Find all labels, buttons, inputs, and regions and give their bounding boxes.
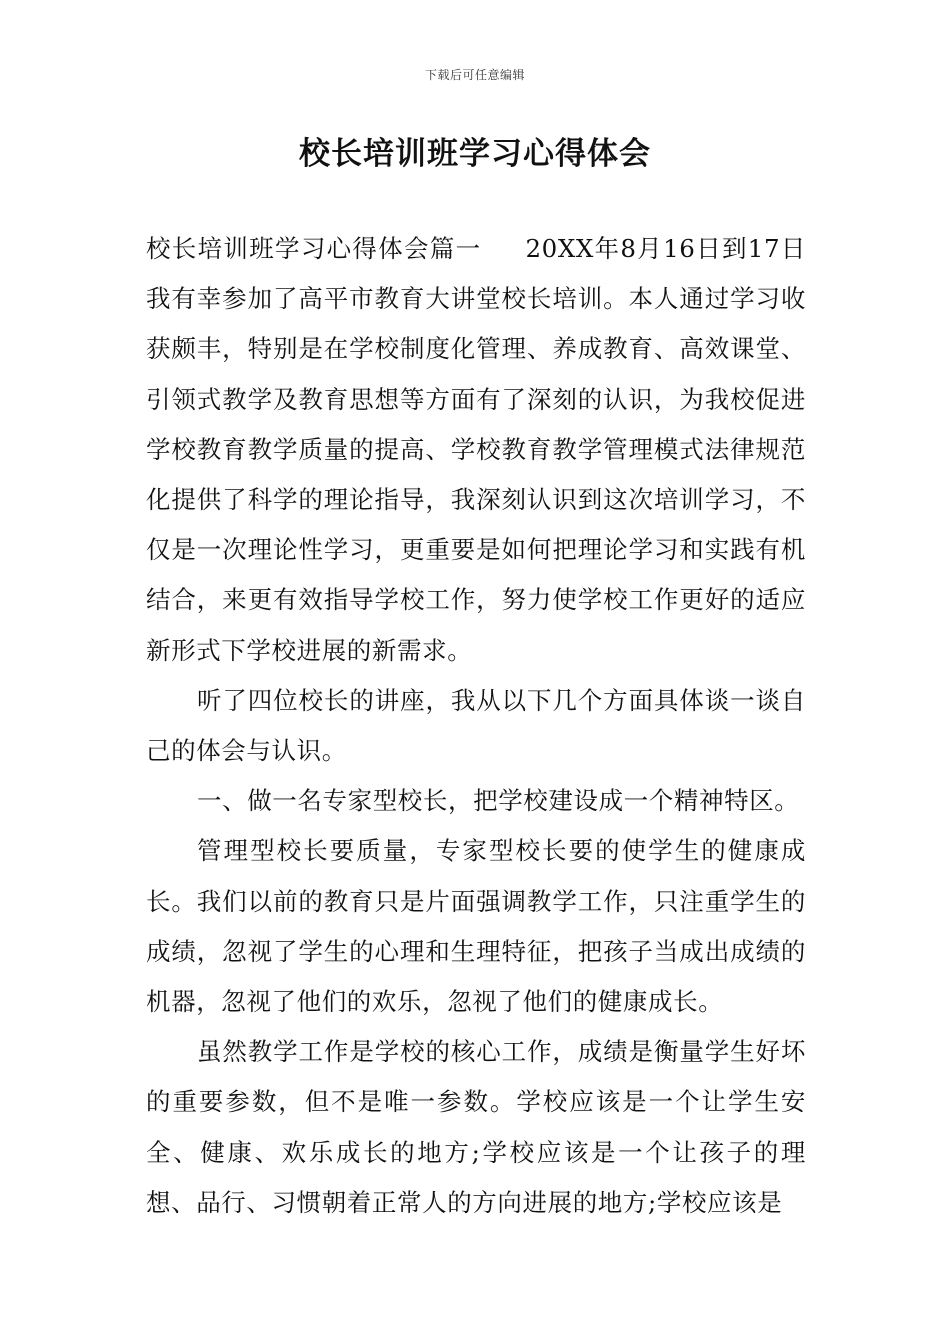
paragraph-1 (146, 224, 806, 676)
paragraph-2: 听了四位校长的讲座，我从以下几个方面具体谈一谈自己的体会与认识。 (146, 685, 806, 766)
body-text (146, 224, 806, 1228)
paragraph-1-text: 20XX年8月16日到17日我有幸参加了高平市教育大讲堂校长培训。本人通过学习收获颇丰，特别是在学校制度化管理、养成教育、高效课堂、引领式教学及教育思想等方面有了深刻的认识，为我校促进学校教育教学质量的提高、学校教育教学管理模式法律规范化提供了科学的理论指导，我深刻认识到这次培训学习，不仅是一次理论性学习，更重要是如何把理论学习和实践有机结合，来更有效指导学校工作，努力使学校工作更好的适应新形式下学校进展的新需求。 (146, 234, 806, 665)
section-heading-1: 一、做一名专家型校长，把学校建设成一个精神特区。 (197, 786, 800, 816)
section-lead: 校长培训班学习心得体会篇一 (146, 234, 482, 263)
paragraph-3: 管理型校长要质量，专家型校长要的使学生的健康成长。我们以前的教育只是片面强调教学工作，只注重学生的成绩，忽视了学生的心理和生理特征，把孩子当成出成绩的机器，忽视了他们的欢乐，忽视了他们的健康成长。 (146, 836, 806, 1017)
page-title: 校长培训班学习心得体会 (299, 136, 651, 172)
header-note: 下载后可任意编辑 (424, 68, 525, 82)
paragraph-4: 虽然教学工作是学校的核心工作，成绩是衡量学生好坏的重要参数，但不是唯一参数。学校应该是一个让学生安全、健康、欢乐成长的地方;学校应该是一个让孩子的理想、品行、习惯朝着正常人的方向进展的地方;学校应该是 (146, 1037, 806, 1217)
